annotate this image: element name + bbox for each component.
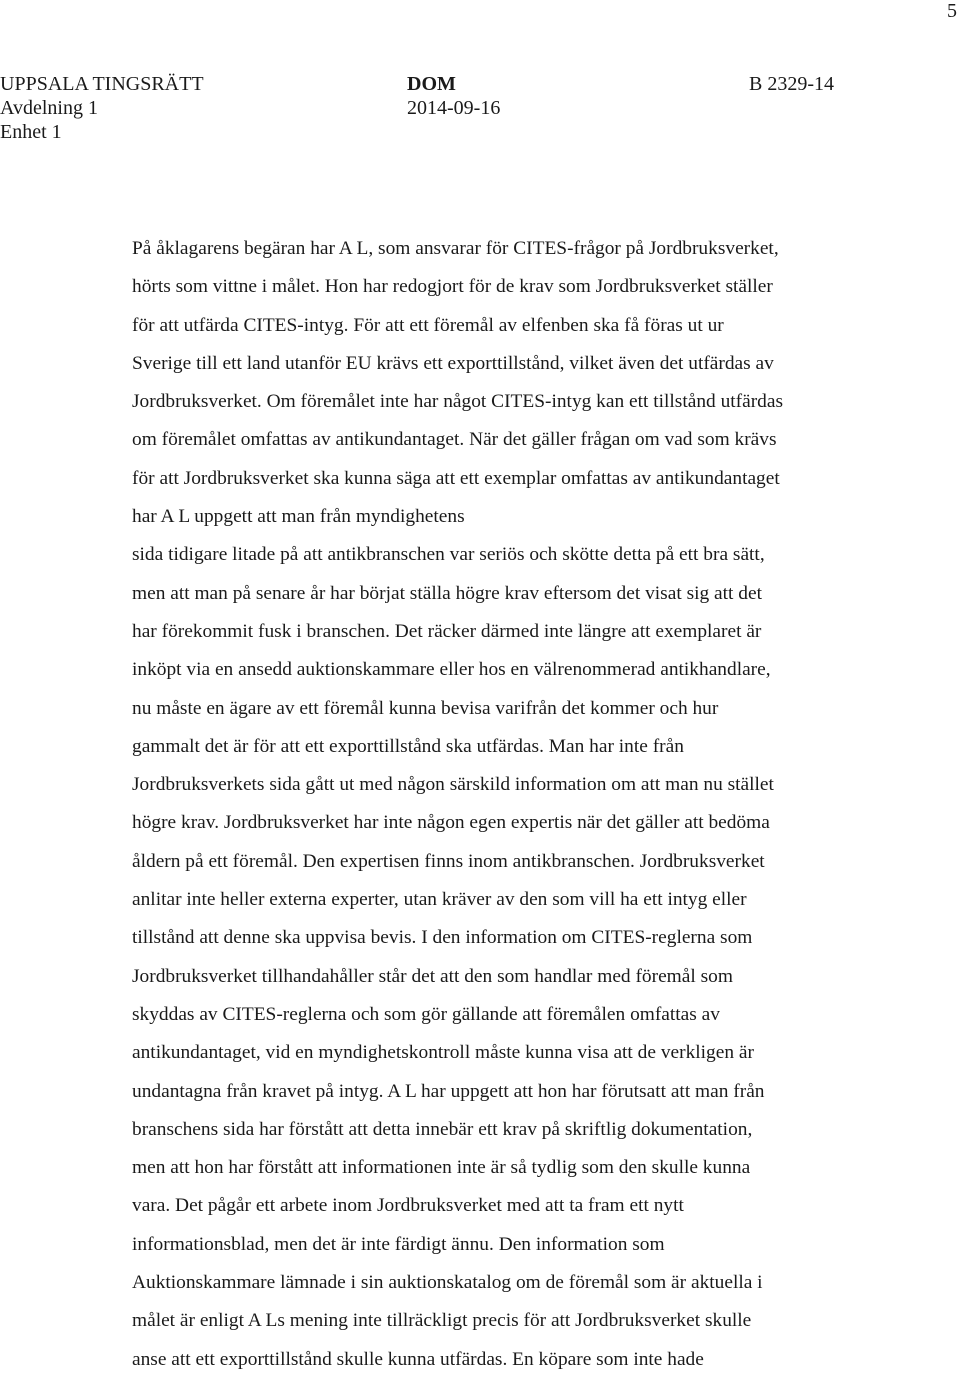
body-line: för att Jordbruksverket ska kunna säga att ett exemplar omfattas av antikundantaget — [132, 467, 780, 489]
body-line: antikundantaget, vid en myndighetskontroll måste kunna visa att de verkligen är — [132, 1042, 754, 1064]
document-type: DOM — [407, 73, 456, 95]
body-line: branschens sida har förstått att detta innebär ett krav på skriftlig dokumentation, — [132, 1118, 753, 1140]
case-number: B 2329-14 — [749, 73, 834, 95]
body-line: Jordbruksverket. Om föremålet inte har något CITES-intyg kan ett tillstånd utfärdas — [132, 391, 784, 413]
body-line: har A L uppgett att man från myndighetens — [132, 506, 465, 528]
body-line: undantagna från kravet på intyg. A L har uppgett att hon har förutsatt att man från — [132, 1080, 765, 1102]
body-line: om föremålet omfattas av antikundantaget. När det gäller frågan om vad som krävs — [132, 429, 777, 451]
body-line: Jordbruksverkets sida gått ut med någon särskild information om att man nu stället — [132, 774, 774, 796]
body-line: informationsblad, men det är inte färdigt ännu. Den information som — [132, 1233, 665, 1255]
document-date: 2014-09-16 — [407, 97, 501, 119]
body-line: högre krav. Jordbruksverket har inte någon egen expertis när det gäller att bedöma — [132, 812, 770, 834]
body-line: På åklagarens begäran har A L, som ansvarar för CITES-frågor på Jordbruksverket, — [132, 238, 779, 259]
court-unit: Enhet 1 — [0, 121, 62, 143]
page-number: 5 — [947, 0, 957, 22]
document-header — [407, 72, 500, 120]
body-line: men att man på senare år har börjat ställa högre krav eftersom det visat sig att det — [132, 582, 762, 604]
court-name: UPPSALA TINGSRÄTT — [0, 73, 204, 95]
body-line: skyddas av CITES-reglerna och som gör gällande att föremålen omfattas av — [132, 1003, 720, 1025]
body-line: anse att ett exporttillstånd skulle kunna utfärdas. En köpare som inte hade — [132, 1348, 704, 1370]
body-line: nu måste en ägare av ett föremål kunna bevisa varifrån det kommer och hur — [132, 697, 719, 719]
body-paragraph — [132, 230, 892, 1379]
body-line: målet är enligt A Ls mening inte tillräckligt precis för att Jordbruksverket skulle — [132, 1310, 752, 1332]
body-line: vara. Det pågår ett arbete inom Jordbruksverket med att ta fram ett nytt — [132, 1195, 684, 1217]
body-line: Sverige till ett land utanför EU krävs ett exporttillstånd, vilket även det utfärdas av — [132, 352, 774, 374]
body-line: tillstånd att denne ska uppvisa bevis. I den information om CITES-reglerna som — [132, 927, 753, 949]
body-line: för att utfärda CITES-intyg. För att ett föremål av elfenben ska få föras ut ur — [132, 314, 724, 336]
body-line: hörts som vittne i målet. Hon har redogjort för de krav som Jordbruksverket ställer — [132, 276, 773, 298]
court-header — [0, 72, 204, 144]
body-line: sida tidigare litade på att antikbranschen var seriös och skötte detta på ett bra sätt, — [132, 544, 765, 566]
body-line: åldern på ett föremål. Den expertisen finns inom antikbranschen. Jordbruksverket — [132, 850, 765, 872]
body-line: anlitar inte heller externa experter, utan kräver av den som vill ha ett intyg eller — [132, 889, 747, 911]
body-line: Jordbruksverket tillhandahåller står det att den som handlar med föremål som — [132, 965, 733, 987]
body-line: Auktionskammare lämnade i sin auktionskatalog om de föremål som är aktuella i — [132, 1272, 763, 1294]
body-line: men att hon har förstått att informationen inte är så tydlig som den skulle kunna — [132, 1157, 751, 1179]
body-line: inköpt via en ansedd auktionskammare eller hos en välrenommerad antikhandlare, — [132, 659, 771, 681]
body-line: gammalt det är för att ett exporttillstånd ska utfärdas. Man har inte från — [132, 735, 684, 757]
court-division: Avdelning 1 — [0, 97, 98, 119]
body-line: har förekommit fusk i branschen. Det räcker därmed inte längre att exemplaret är — [132, 620, 762, 642]
